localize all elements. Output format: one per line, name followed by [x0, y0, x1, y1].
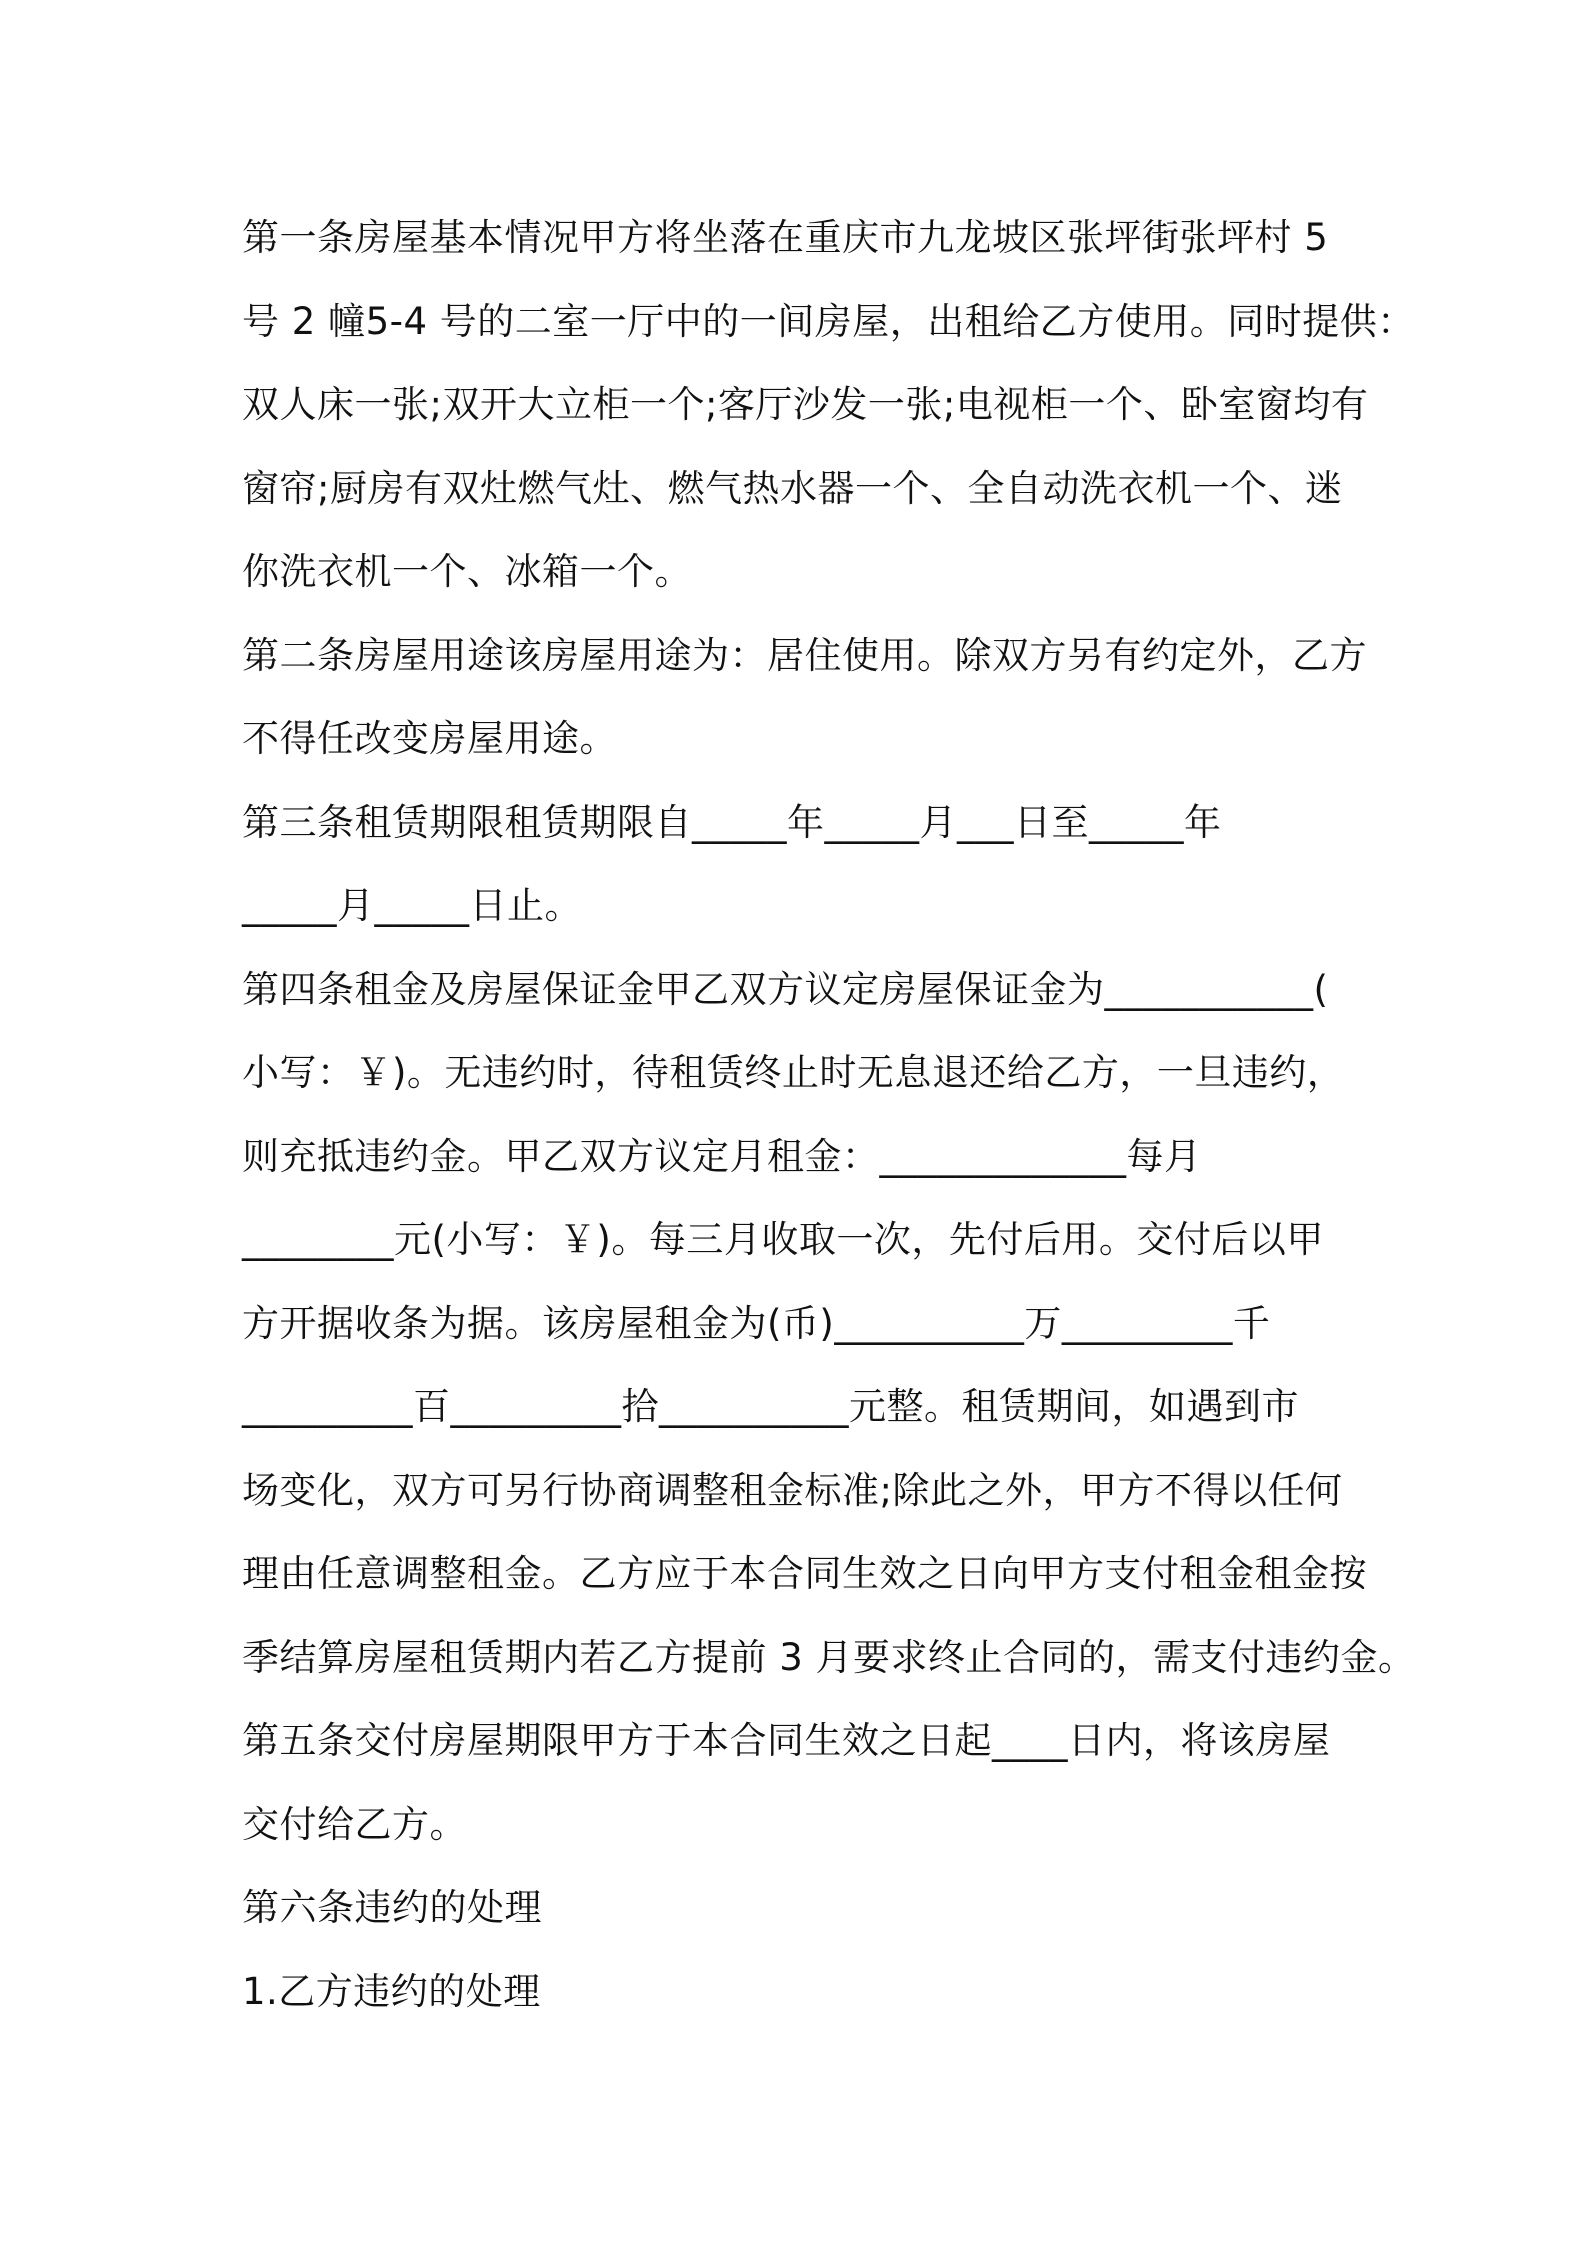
article-4-line-6: _________百_________拾__________元整。租赁期间，如遇到市 — [242, 1385, 1299, 1428]
article-6-heading: 第六条违约的处理 — [242, 1886, 542, 1929]
article-4-line-5: 方开据收条为据。该房屋租金为(币)__________万_________千 — [242, 1301, 1271, 1345]
article-4-line-2: 小写：￥)。无违约时，待租赁终止时无息退还给乙方，一旦违约， — [242, 1051, 1345, 1094]
article-4-line-9: 季结算房屋租赁期内若乙方提前 3 月要求终止合同的，需支付违约金。 — [242, 1635, 1416, 1679]
article-1-line-3: 双人床一张;双开大立柜一个;客厅沙发一张;电视柜一个、卧室窗均有 — [242, 383, 1369, 426]
article-4-line-8: 理由任意调整租金。乙方应于本合同生效之日向甲方支付租金租金按 — [242, 1552, 1367, 1595]
article-5-line-1: 第五条交付房屋期限甲方于本合同生效之日起____日内，将该房屋 — [242, 1719, 1331, 1762]
article-1-line-5: 你洗衣机一个、冰箱一个。 — [242, 550, 692, 593]
article-5-line-2: 交付给乙方。 — [242, 1802, 467, 1846]
article-4-line-3: 则充抵违约金。甲乙双方议定月租金：_____________每月 — [242, 1134, 1202, 1178]
article-1-line-1: 第一条房屋基本情况甲方将坐落在重庆市九龙坡区张坪街张坪村 5 — [242, 216, 1329, 259]
article-2-line-2: 不得任改变房屋用途。 — [242, 717, 617, 760]
article-3-line-2: _____月_____日止。 — [242, 884, 582, 927]
article-3-line-1: 第三条租赁期限租赁期限自_____年_____月___日至_____年 — [242, 800, 1222, 844]
article-6-subheading: 1.乙方违约的处理 — [242, 1969, 541, 2013]
article-1-line-4: 窗帘;厨房有双灶燃气灶、燃气热水器一个、全自动洗衣机一个、迷 — [242, 466, 1343, 510]
article-2-line-1: 第二条房屋用途该房屋用途为：居住使用。除双方另有约定外，乙方 — [242, 633, 1367, 677]
article-4-line-1: 第四条租金及房屋保证金甲乙双方议定房屋保证金为___________( — [242, 967, 1329, 1011]
article-4-line-4: ________元(小写：￥)。每三月收取一次，先付后用。交付后以甲 — [242, 1218, 1324, 1261]
contract-text-body — [242, 196, 1416, 2033]
article-4-line-7: 场变化，双方可另行协商调整租金标准;除此之外，甲方不得以任何 — [242, 1468, 1343, 1512]
article-1-line-2: 号 2 幢5-4 号的二室一厅中的一间房屋，出租给乙方使用。同时提供： — [242, 299, 1415, 343]
